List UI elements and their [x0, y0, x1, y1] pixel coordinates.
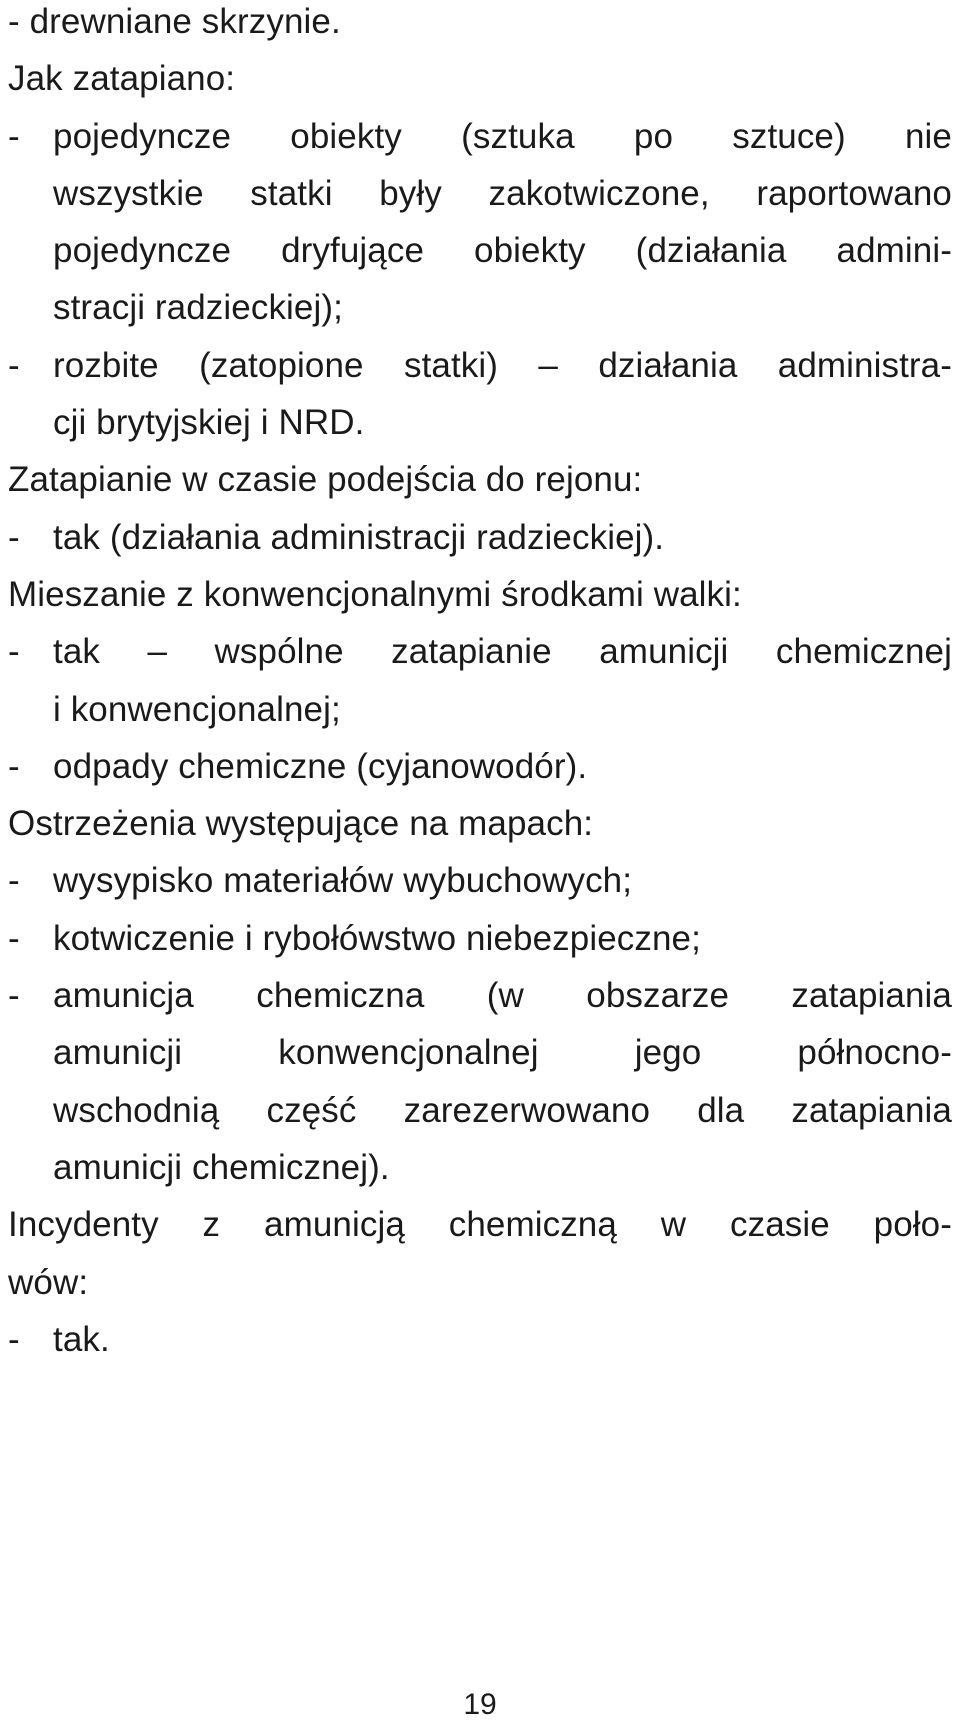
line-text: rozbite (zatopione statki) – działania administra- [53, 345, 952, 385]
bullet-dash: - [8, 1319, 20, 1359]
list-item-continuation: wszystkie statki były zakotwiczone, raportowano [53, 173, 952, 213]
list-item-odpady [8, 745, 952, 802]
line-text: amunicja chemiczna (w obszarze zatapiania [53, 976, 952, 1016]
line-text: tak. [53, 1319, 110, 1359]
list-item-rozbite [8, 344, 952, 401]
list-item-kotwiczenie [8, 917, 952, 974]
list-item-continuation: i konwencjonalnej; [53, 689, 341, 729]
list-item-tak [8, 1318, 952, 1375]
list-item-continuation: cji brytyjskiej i NRD. [53, 403, 365, 443]
list-item-wspolne-zatapianie [8, 630, 952, 687]
list-item-wysypisko [8, 859, 952, 916]
bullet-dash: - [8, 918, 20, 958]
line-text: wysypisko materiałów wybuchowych; [53, 861, 633, 901]
heading-zatapianie: Zatapianie w czasie podejścia do rejonu: [8, 460, 643, 500]
list-item-continuation: stracji radzieckiej); [53, 288, 343, 328]
heading-jak-zatapiano: Jak zatapiano: [8, 59, 236, 99]
line-text: odpady chemiczne (cyjanowodór). [53, 746, 588, 786]
bullet-dash: - [8, 517, 20, 557]
list-item-continuation: amunicji chemicznej). [53, 1147, 390, 1187]
list-item-amunicja-chemiczna [8, 974, 952, 1031]
list-item-continuation: pojedyncze dryfujące obiekty (działania admini- [53, 231, 952, 271]
text-block [8, 0, 952, 1375]
bullet-dash: - [8, 345, 20, 385]
bullet-dash: - [8, 861, 20, 901]
bullet-dash: - [8, 976, 20, 1016]
line-text: tak – wspólne zatapianie amunicji chemicznej [53, 632, 952, 672]
line-text: kotwiczenie i rybołówstwo niebezpieczne; [53, 918, 701, 958]
bullet-dash: - [8, 746, 20, 786]
list-item-continuation: amunicji konwencjonalnej jego północno- [53, 1033, 952, 1073]
heading-incydenty: Incydenty z amunicją chemiczną w czasie poło- [8, 1205, 952, 1245]
heading-ostrzezenia: Ostrzeżenia występujące na mapach: [8, 804, 594, 844]
bullet-dash: - [8, 632, 20, 672]
heading-continuation: wów: [8, 1262, 89, 1302]
list-item-continuation: wschodnią część zarezerwowano dla zatapiania [53, 1090, 952, 1130]
heading-mieszanie: Mieszanie z konwencjonalnymi środkami walki: [8, 574, 742, 614]
page-number: 19 [463, 1688, 497, 1721]
line-text: pojedyncze obiekty (sztuka po sztuce) nie [53, 116, 952, 156]
bullet-dash: - [8, 116, 20, 156]
line-text: tak (działania administracji radzieckiej). [53, 517, 665, 557]
line-drewniane-skrzynie: - drewniane skrzynie. [8, 2, 341, 41]
list-item-pojedyncze-obiekty [8, 115, 952, 172]
list-item-tak-dzialania [8, 516, 952, 573]
